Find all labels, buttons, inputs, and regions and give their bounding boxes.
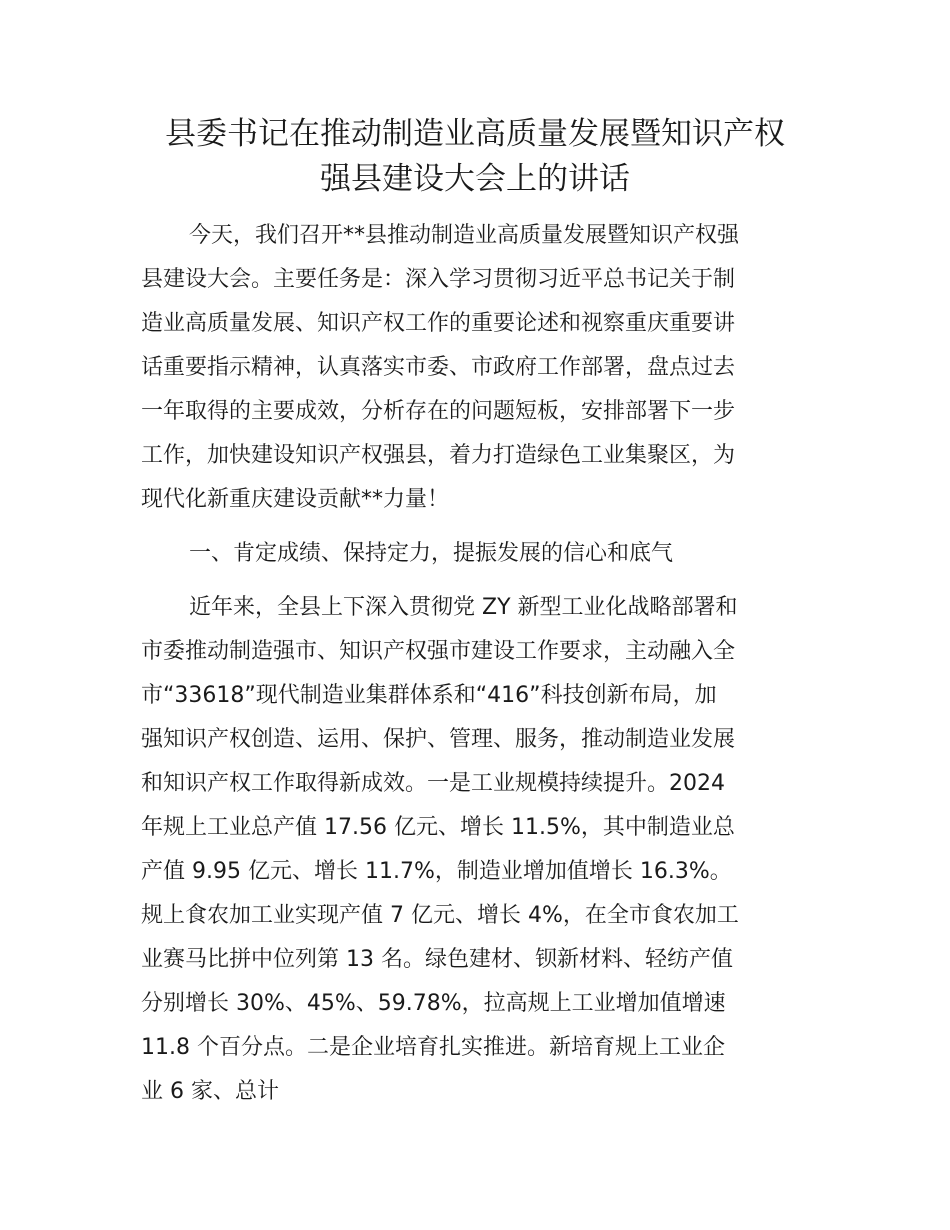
paragraph-line: 工作，加快建设知识产权强县，着力打造绿色工业集聚区，为 <box>141 443 736 468</box>
paragraph-line: 现代化新重庆建设贡献**力量！ <box>141 487 450 512</box>
paragraph-line: 一年取得的主要成效，分析存在的问题短板，安排部署下一步 <box>141 399 736 424</box>
paragraph-line: 市“33618”现代制造业集群体系和“416”科技创新布局，加 <box>141 683 717 708</box>
intro-paragraph <box>141 214 821 522</box>
paragraph-line: 业 6 家、总计 <box>141 1079 279 1104</box>
paragraph-line: 分别增长 30%、45%、59.78%，拉高规上工业增加值增速 <box>141 991 726 1016</box>
paragraph-line: 造业高质量发展、知识产权工作的重要论述和视察重庆重要讲 <box>141 311 736 336</box>
paragraph-line: 业赛马比拼中位列第 13 名。绿色建材、钡新材料、轻纺产值 <box>141 947 733 972</box>
paragraph-line: 今天，我们召开**县推动制造业高质量发展暨知识产权强 <box>189 223 740 248</box>
paragraph-line: 近年来，全县上下深入贯彻党 ZY 新型工业化战略部署和 <box>189 595 738 620</box>
paragraph-gap <box>141 522 821 532</box>
title-line-1: 县委书记在推动制造业高质量发展暨知识产权 <box>165 116 785 152</box>
paragraph-line: 市委推动制造强市、知识产权强市建设工作要求，主动融入全 <box>141 639 736 664</box>
paragraph-line: 和知识产权工作取得新成效。一是工业规模持续提升。2024 <box>141 771 725 796</box>
document-title <box>100 112 850 202</box>
paragraph-line: 规上食农加工业实现产值 7 亿元、增长 4%，在全市食农加工 <box>141 903 739 928</box>
paragraph-gap <box>141 576 821 586</box>
section-heading-text: 一、肯定成绩、保持定力，提振发展的信心和底气 <box>189 541 674 566</box>
title-line-2: 强县建设大会上的讲话 <box>320 161 630 197</box>
speech-body <box>141 214 821 1114</box>
paragraph-line: 强知识产权创造、运用、保护、管理、服务，推动制造业发展 <box>141 727 736 752</box>
paragraph-line: 县建设大会。主要任务是：深入学习贯彻习近平总书记关于制 <box>141 267 736 292</box>
paragraph-line: 11.8 个百分点。二是企业培育扎实推进。新培育规上工业企 <box>141 1035 725 1060</box>
section-heading <box>141 532 821 576</box>
paragraph-line: 产值 9.95 亿元、增长 11.7%，制造业增加值增长 16.3%。 <box>141 859 732 884</box>
paragraph-line: 话重要指示精神，认真落实市委、市政府工作部署，盘点过去 <box>141 355 736 380</box>
achievements-paragraph <box>141 586 821 1114</box>
paragraph-line: 年规上工业总产值 17.56 亿元、增长 11.5%，其中制造业总 <box>141 815 735 840</box>
